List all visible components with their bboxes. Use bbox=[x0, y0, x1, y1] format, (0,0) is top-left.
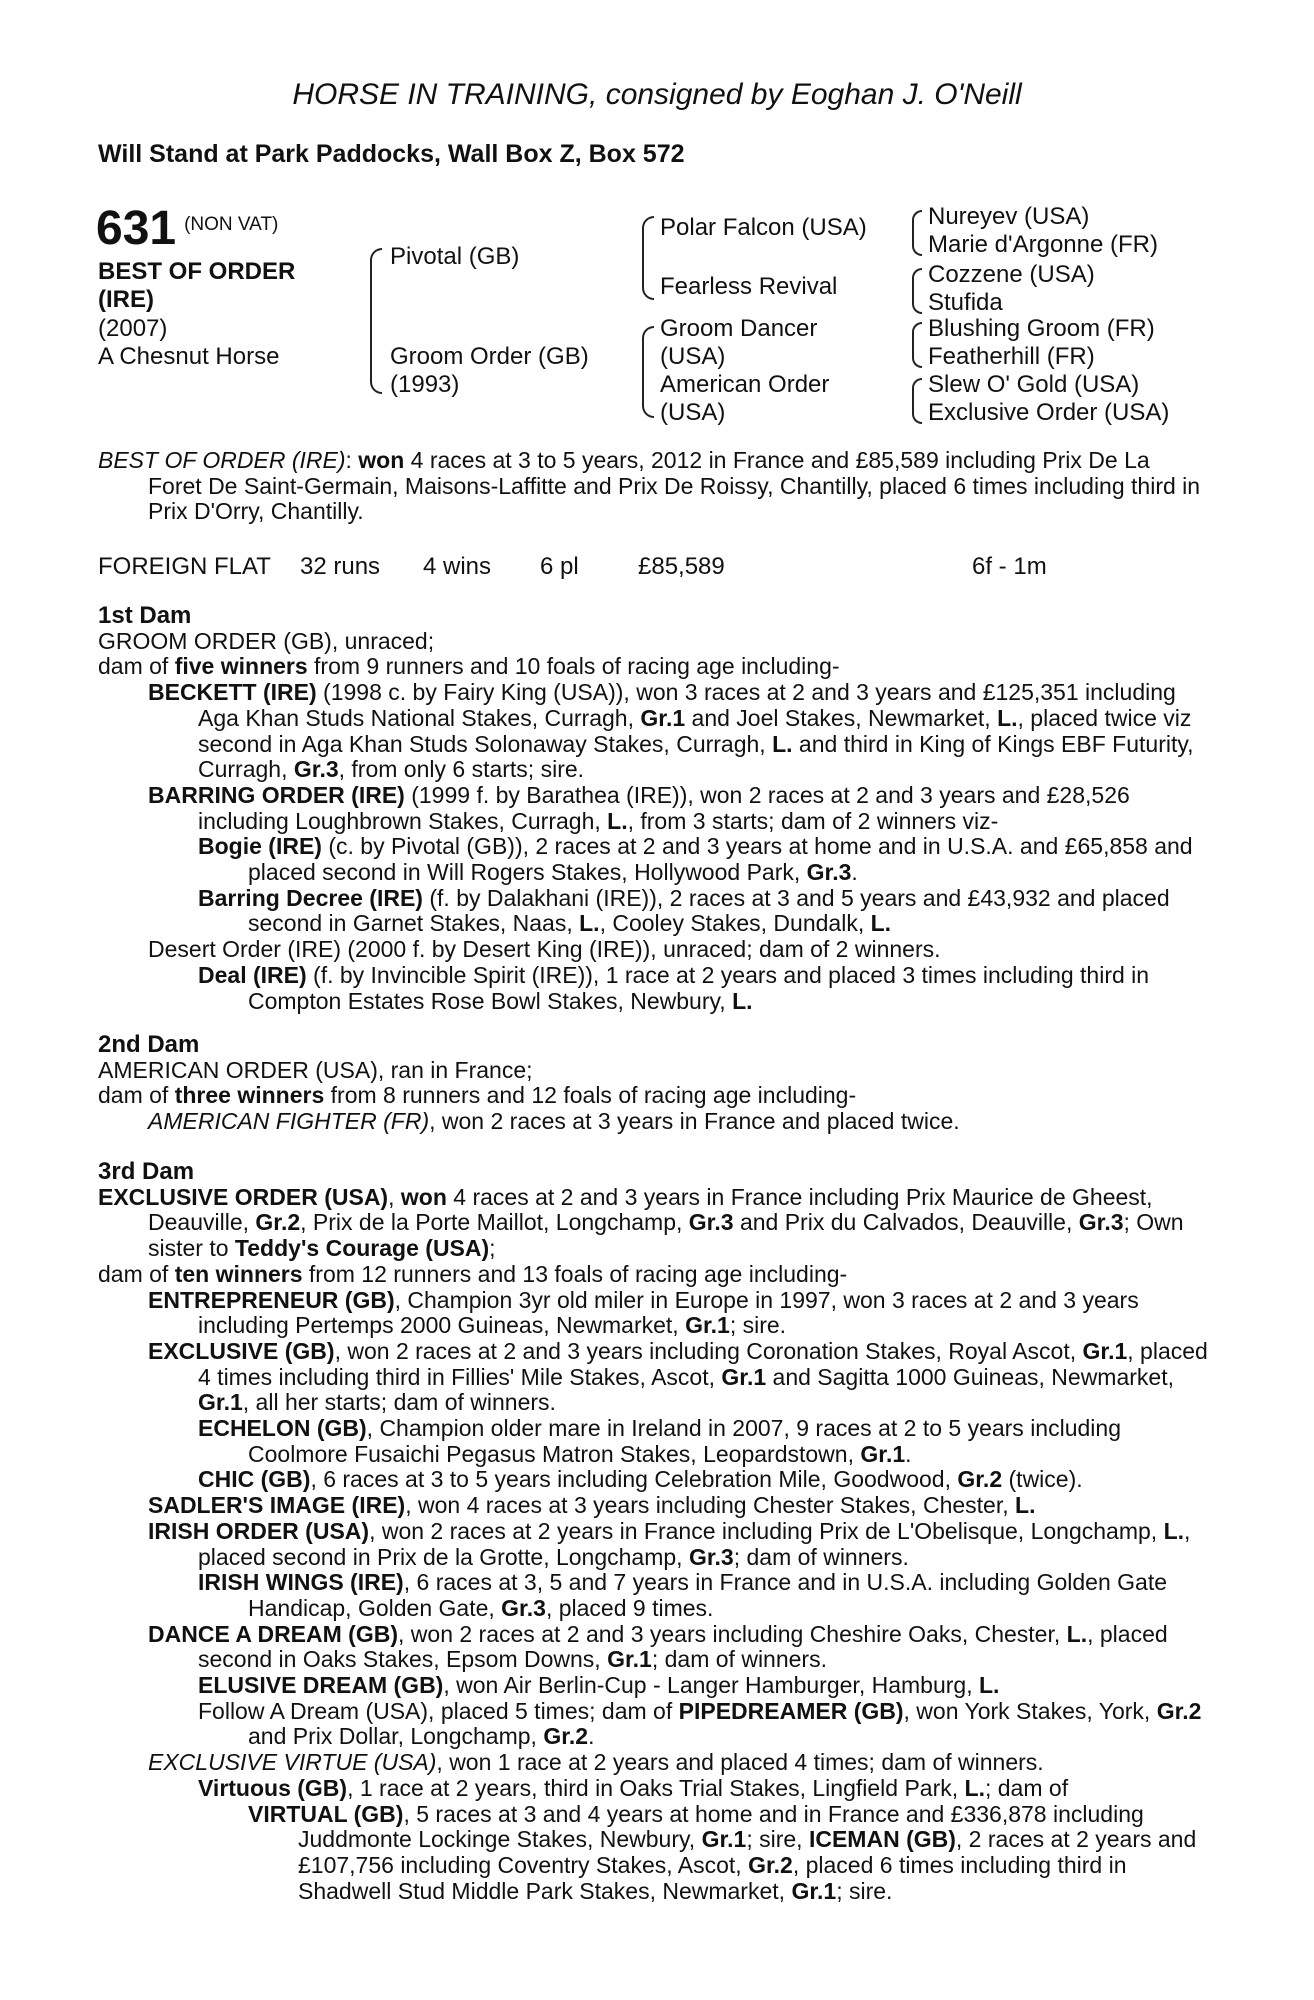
pedigree-dam-dam: American Order bbox=[660, 371, 830, 398]
pedigree-dam-dam-origin: (USA) bbox=[660, 399, 726, 426]
text-fragment: Barring Decree (IRE) bbox=[198, 884, 423, 911]
pedigree-ddd: Exclusive Order (USA) bbox=[928, 399, 1170, 426]
text-fragment: , placed second in Prix de la Grotte, Longchamp, bbox=[198, 1517, 1191, 1570]
text-fragment: L. bbox=[772, 730, 793, 757]
text-fragment: ; dam of winners. bbox=[651, 1646, 827, 1673]
produce-entry bbox=[98, 963, 1208, 1014]
produce-entry bbox=[98, 1802, 1208, 1905]
text-fragment: IRISH ORDER (USA) bbox=[148, 1517, 370, 1544]
record-earnings: £85,589 bbox=[638, 553, 725, 580]
record-wins: 4 wins bbox=[423, 553, 492, 580]
third-dam-line bbox=[98, 1185, 1208, 1262]
horse-name-line2: (IRE) bbox=[98, 286, 154, 313]
text-fragment: Gr.1 bbox=[1082, 1337, 1128, 1364]
text-fragment: 4 races at 2 and 3 years in France including Prix Maurice de Gheest, Deauville, bbox=[148, 1183, 1153, 1236]
produce-entry bbox=[98, 1750, 1208, 1776]
text-fragment: , won 1 race at 2 years and placed 4 times; dam of winners. bbox=[436, 1749, 1044, 1776]
text-fragment: AMERICAN FIGHTER (FR) bbox=[148, 1108, 430, 1135]
text-fragment: L. bbox=[964, 1774, 985, 1801]
text-fragment: Gr.1 bbox=[791, 1877, 837, 1904]
gen3-brace-3 bbox=[912, 322, 922, 368]
text-fragment: SADLER'S IMAGE (IRE) bbox=[148, 1492, 406, 1519]
text-fragment: Deal (IRE) bbox=[198, 961, 307, 988]
produce-entry bbox=[98, 1622, 1208, 1673]
text-fragment: and Prix du Calvados, Deauville, bbox=[733, 1209, 1079, 1236]
text-fragment: . bbox=[905, 1440, 912, 1467]
sire-dam-brace bbox=[370, 248, 382, 394]
text-fragment: Gr.1 bbox=[607, 1646, 652, 1673]
text-fragment: , placed 4 times including third in Fillies' Mile Stakes, Ascot, bbox=[198, 1337, 1208, 1390]
text-fragment: ECHELON (GB) bbox=[198, 1415, 367, 1442]
second-dam-title: 2nd Dam bbox=[98, 1031, 200, 1058]
produce-entry bbox=[98, 1467, 1208, 1493]
text-fragment: , Cooley Stakes, Dundalk, bbox=[599, 910, 871, 937]
pedigree-dds: Slew O' Gold (USA) bbox=[928, 371, 1140, 398]
produce-entry bbox=[98, 937, 1208, 963]
text-fragment: L. bbox=[1163, 1517, 1185, 1544]
text-fragment: and third in King of Kings EBF Futurity, Curragh, bbox=[198, 730, 1194, 783]
gen3-brace-1 bbox=[912, 210, 922, 256]
text-fragment: BARRING ORDER (IRE) bbox=[148, 781, 405, 808]
pedigree-sdd: Stufida bbox=[928, 289, 1003, 316]
text-fragment: , 1 race at 2 years, third in Oaks Trial Stakes, Lingfield Park, bbox=[347, 1774, 965, 1801]
produce-entry bbox=[98, 1699, 1208, 1750]
text-fragment: from 8 runners and 12 foals of racing age including- bbox=[324, 1082, 857, 1109]
text-fragment: L. bbox=[1066, 1620, 1088, 1647]
text-fragment: , won 2 races at 3 years in France and placed twice. bbox=[429, 1108, 960, 1135]
text-fragment: and Joel Stakes, Newmarket, bbox=[685, 704, 998, 731]
third-dam-section bbox=[98, 1159, 1208, 1904]
text-fragment: ; bbox=[489, 1235, 496, 1262]
text-fragment: L. bbox=[1015, 1492, 1036, 1519]
race-summary-paragraph: BEST OF ORDER (IRE): won 4 races at 3 to 5 years, 2012 in France and £85,589 including Prix De La Foret De Saint-Germain, Maisons-Laffitte and Prix De Roissy, Chantilly, placed 6 times including third in Prix D'Orry, Chantilly. bbox=[98, 447, 1201, 525]
text-fragment: Gr.1 bbox=[721, 1363, 767, 1390]
text-fragment: , placed 9 times. bbox=[545, 1594, 714, 1621]
horse-name-line1: BEST OF ORDER bbox=[98, 258, 296, 285]
text-fragment: Bogie (IRE) bbox=[198, 833, 322, 860]
record-category: FOREIGN FLAT bbox=[98, 553, 271, 580]
second-dam-section bbox=[98, 1032, 1208, 1135]
foaling-year: (2007) bbox=[98, 315, 168, 342]
text-fragment: (f. by Invincible Spirit (IRE)), 1 race at 2 years and placed 3 times including third in Compton Estates Rose Bowl Stakes, Newbury, bbox=[248, 961, 1150, 1014]
text-fragment: ENTREPRENEUR (GB) bbox=[148, 1286, 395, 1313]
produce-entry bbox=[98, 1288, 1208, 1339]
produce-entry bbox=[98, 1673, 1208, 1699]
text-fragment: , placed twice viz second in Aga Khan Studs Solonaway Stakes, Curragh, bbox=[198, 704, 1192, 757]
pedigree-dam-year: (1993) bbox=[390, 371, 460, 398]
text-fragment: Gr.2 bbox=[1156, 1697, 1202, 1724]
text-fragment: , placed second in Oaks Stakes, Epsom Downs, bbox=[198, 1620, 1168, 1673]
second-dam-line: AMERICAN ORDER (USA), ran in France; bbox=[98, 1056, 533, 1083]
second-dam-produce bbox=[98, 1083, 1208, 1109]
text-fragment: (c. by Pivotal (GB)), 2 races at 2 and 3 years at home and in U.S.A. and £65,858 and placed second in Will Rogers Stakes, Hollywood Park, bbox=[248, 833, 1193, 886]
produce-entry bbox=[98, 886, 1208, 937]
text-fragment: , Champion 3yr old miler in Europe in 1997, won 3 races at 2 and 3 years including Pertemps 2000 Guineas, Newmarket, bbox=[198, 1286, 1139, 1339]
produce-entry: Bogie (IRE) (c. by Pivotal (GB)), 2 races at 2 and 3 years at home and in U.S.A. and £65,858 and placed second in Will Rogers Stakes, Hollywood Park, Gr.3. bbox=[198, 833, 1193, 886]
produce-entry bbox=[98, 1570, 1208, 1621]
text-fragment: ten winners bbox=[174, 1260, 303, 1287]
dam-line-brace bbox=[642, 326, 654, 418]
text-fragment: IRISH WINGS (IRE) bbox=[198, 1569, 404, 1596]
text-fragment: , 6 races at 3, 5 and 7 years in France and in U.S.A. including Golden Gate Handicap, Golden Gate, bbox=[248, 1569, 1168, 1621]
text-fragment: from 12 runners and 13 foals of racing age including- bbox=[302, 1260, 848, 1287]
pedigree-sire: Pivotal (GB) bbox=[390, 243, 520, 270]
gen3-brace-2 bbox=[912, 268, 922, 314]
text-fragment: Gr.1 bbox=[860, 1440, 906, 1467]
text-fragment: Gr.1 bbox=[198, 1389, 243, 1416]
text-fragment: L. bbox=[579, 910, 600, 937]
text-fragment: , won York Stakes, York, bbox=[903, 1697, 1157, 1724]
text-fragment: , won 4 races at 3 years including Chester Stakes, Chester, bbox=[405, 1492, 1016, 1519]
text-fragment: ; dam of bbox=[984, 1774, 1069, 1801]
page-title: HORSE IN TRAINING, consigned by Eoghan J. O'Neill bbox=[292, 78, 1022, 111]
horse-description: A Chesnut Horse bbox=[98, 343, 280, 370]
text-fragment: EXCLUSIVE ORDER (USA) bbox=[98, 1183, 389, 1210]
text-fragment: three winners bbox=[174, 1082, 325, 1109]
text-fragment: , won 2 races at 2 and 3 years including Cheshire Oaks, Chester, bbox=[398, 1620, 1067, 1647]
pedigree-sss: Nureyev (USA) bbox=[928, 203, 1090, 230]
text-fragment: Gr.3 bbox=[1078, 1209, 1124, 1236]
summary-horse-name: BEST OF ORDER (IRE) bbox=[98, 447, 346, 473]
text-fragment: Gr.3 bbox=[688, 1543, 734, 1570]
lot-number-value: 631 bbox=[96, 202, 177, 255]
text-fragment: and Sagitta 1000 Guineas, Newmarket, bbox=[766, 1363, 1174, 1390]
third-dam-title: 3rd Dam bbox=[98, 1158, 195, 1185]
produce-entry bbox=[98, 1109, 1208, 1135]
first-dam-section bbox=[98, 603, 1208, 1014]
text-fragment: , from only 6 starts; sire. bbox=[338, 756, 585, 783]
text-fragment: (1998 c. by Fairy King (USA)), won 3 races at 2 and 3 years and £125,351 including Aga Khan Studs National Stakes, Curragh, bbox=[198, 679, 1176, 731]
first-dam-title: 1st Dam bbox=[98, 602, 192, 629]
text-fragment: dam of bbox=[98, 1082, 175, 1109]
text-fragment: PIPEDREAMER (GB) bbox=[678, 1697, 904, 1724]
text-fragment: Gr.1 bbox=[701, 1826, 747, 1853]
text-fragment: Teddy's Courage (USA) bbox=[234, 1235, 490, 1262]
text-fragment: BECKETT (IRE) bbox=[148, 679, 317, 706]
text-fragment: won bbox=[400, 1183, 447, 1210]
text-fragment: from 9 runners and 10 foals of racing age including- bbox=[307, 653, 840, 680]
race-summary bbox=[98, 448, 1208, 525]
text-fragment: Gr.2 bbox=[957, 1466, 1003, 1493]
summary-text: 4 races at 3 to 5 years, 2012 in France and £85,589 including Prix De La Foret De Saint-Germain, Maisons-Laffitte and Prix De Roissy, Chantilly, placed 6 times including third in Prix D'Orry, Chantilly. bbox=[148, 447, 1201, 525]
text-fragment: Gr.1 bbox=[640, 704, 686, 731]
produce-entry bbox=[98, 1493, 1208, 1519]
stand-location: Will Stand at Park Paddocks, Wall Box Z, Box 572 bbox=[98, 140, 685, 168]
text-fragment: Gr.2 bbox=[543, 1723, 589, 1750]
pedigree-sire-sire: Polar Falcon (USA) bbox=[660, 214, 867, 241]
text-fragment: , from 3 starts; dam of 2 winners viz- bbox=[627, 807, 999, 834]
record-placed: 6 pl bbox=[540, 553, 579, 580]
horse-name bbox=[98, 258, 348, 314]
text-fragment: , all her starts; dam of winners. bbox=[242, 1389, 556, 1416]
pedigree-dam-sire-origin: (USA) bbox=[660, 343, 726, 370]
text-fragment: five winners bbox=[174, 653, 308, 680]
produce-entry bbox=[98, 1519, 1208, 1570]
pedigree-dss: Blushing Groom (FR) bbox=[928, 315, 1155, 342]
pedigree-dam-sire: Groom Dancer bbox=[660, 315, 818, 342]
text-fragment: ; sire. bbox=[729, 1312, 787, 1339]
first-dam-produce bbox=[98, 654, 1208, 680]
text-fragment: , won 2 races at 2 years in France including Prix de L'Obelisque, Longchamp, bbox=[369, 1517, 1164, 1544]
pedigree-dsd: Featherhill (FR) bbox=[928, 343, 1095, 370]
text-fragment: VIRTUAL (GB) bbox=[248, 1800, 404, 1827]
text-fragment: , placed 6 times including third in Shadwell Stud Middle Park Stakes, Newmarket, bbox=[298, 1851, 1127, 1904]
record-distance: 6f - 1m bbox=[972, 553, 1047, 580]
text-fragment: , won 2 races at 2 and 3 years including Coronation Stakes, Royal Ascot, bbox=[334, 1337, 1083, 1364]
text-fragment: dam of bbox=[98, 1260, 175, 1287]
text-fragment: , 5 races at 3 and 4 years at home and in France and £336,878 including Juddmonte Lockinge Stakes, Newbury, bbox=[298, 1800, 1144, 1853]
pedigree-dam: Groom Order (GB) bbox=[390, 343, 589, 370]
text-fragment: , Prix de la Porte Maillot, Longchamp, bbox=[300, 1209, 689, 1236]
text-fragment: Gr.1 bbox=[685, 1312, 730, 1339]
record-runs: 32 runs bbox=[300, 553, 381, 580]
sire-line-brace bbox=[642, 216, 654, 300]
text-fragment: , bbox=[388, 1183, 401, 1210]
produce-entry bbox=[98, 783, 1208, 834]
text-fragment: Gr.3 bbox=[293, 756, 339, 783]
text-fragment: L. bbox=[732, 987, 753, 1014]
text-fragment: , Champion older mare in Ireland in 2007, 9 races at 2 to 5 years including Coolmore Fusaichi Pegasus Matron Stakes, Leopardstown, bbox=[248, 1415, 1121, 1467]
summary-won: won bbox=[358, 447, 405, 473]
text-fragment: dam of bbox=[98, 653, 175, 680]
text-fragment: L. bbox=[997, 704, 1018, 731]
pedigree-sds: Cozzene (USA) bbox=[928, 261, 1095, 288]
text-fragment: Gr.2 bbox=[255, 1209, 301, 1236]
text-fragment: ; sire, bbox=[746, 1826, 809, 1853]
text-fragment: and Prix Dollar, Longchamp, bbox=[248, 1723, 544, 1750]
text-fragment: EXCLUSIVE (GB) bbox=[148, 1337, 335, 1364]
text-fragment: Desert Order (IRE) (2000 f. by Desert King (IRE)), unraced; dam of 2 winners. bbox=[148, 936, 941, 963]
text-fragment: Gr.3 bbox=[806, 859, 852, 886]
pedigree-sire-dam: Fearless Revival bbox=[660, 273, 838, 300]
produce-entry bbox=[98, 1339, 1208, 1416]
text-fragment: CHIC (GB) bbox=[198, 1466, 311, 1493]
text-fragment: ; dam of winners. bbox=[733, 1543, 909, 1570]
produce-entry bbox=[98, 1416, 1208, 1467]
third-dam-produce bbox=[98, 1262, 1208, 1288]
produce-entry bbox=[98, 680, 1208, 783]
produce-entry bbox=[98, 1776, 1208, 1802]
text-fragment: . bbox=[588, 1723, 595, 1750]
text-fragment: ; sire. bbox=[836, 1877, 893, 1904]
text-fragment: ELUSIVE DREAM (GB) bbox=[198, 1672, 444, 1699]
text-fragment: L. bbox=[870, 910, 892, 937]
text-fragment: Virtuous (GB) bbox=[198, 1774, 348, 1801]
text-fragment: Gr.2 bbox=[748, 1851, 793, 1878]
text-fragment: EXCLUSIVE VIRTUE (USA) bbox=[148, 1749, 437, 1776]
text-fragment: ICEMAN (GB) bbox=[808, 1826, 956, 1853]
text-fragment: (f. by Dalakhani (IRE)), 2 races at 3 and 5 years and £43,932 and placed second in Garnet Stakes, Naas, bbox=[248, 884, 1170, 937]
text-fragment: Gr.3 bbox=[501, 1594, 546, 1621]
text-fragment: L. bbox=[607, 807, 628, 834]
gen3-brace-4 bbox=[912, 378, 922, 424]
text-fragment: , 2 races at 2 years and £107,756 including Coventry Stakes, Ascot, bbox=[298, 1826, 1197, 1878]
text-fragment: , 6 races at 3 to 5 years including Celebration Mile, Goodwood, bbox=[310, 1466, 958, 1493]
lot-number bbox=[96, 202, 279, 255]
vat-status: (NON VAT) bbox=[184, 214, 279, 235]
pedigree-ssd: Marie d'Argonne (FR) bbox=[928, 231, 1158, 258]
text-fragment: L. bbox=[978, 1672, 1000, 1699]
text-fragment: Gr.3 bbox=[688, 1209, 734, 1236]
first-dam-line: GROOM ORDER (GB), unraced; bbox=[98, 627, 435, 654]
text-fragment: DANCE A DREAM (GB) bbox=[148, 1620, 399, 1647]
text-fragment: (1999 f. by Barathea (IRE)), won 2 races at 2 and 3 years and £28,526 including Loughbrown Stakes, Curragh, bbox=[198, 781, 1130, 834]
text-fragment: ; Own sister to bbox=[148, 1209, 1184, 1262]
text-fragment: Follow A Dream (USA), placed 5 times; dam of bbox=[198, 1697, 679, 1724]
text-fragment: (twice). bbox=[1002, 1466, 1083, 1493]
text-fragment: , won Air Berlin-Cup - Langer Hamburger, Hamburg, bbox=[443, 1672, 979, 1699]
